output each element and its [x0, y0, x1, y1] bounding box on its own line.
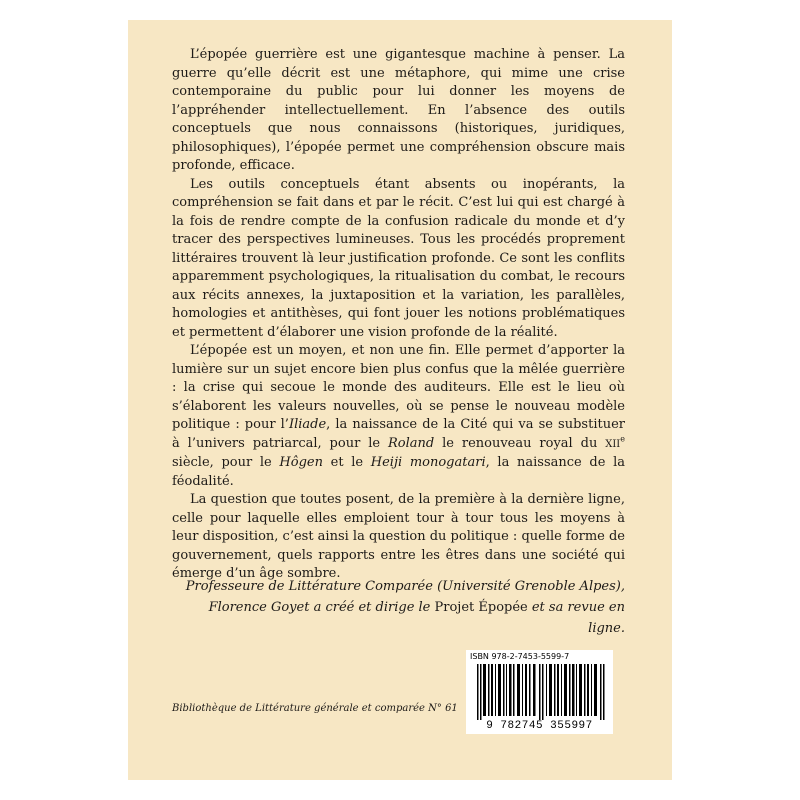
- century-numeral: XII: [605, 438, 621, 450]
- paragraph-3-part: , la naissance de la Cité qui va se substituer à l’univers patriarcal, pour le: [172, 417, 625, 451]
- century-superscript: e: [620, 434, 625, 444]
- barcode-icon: [477, 664, 607, 720]
- blurb-text: [172, 46, 625, 584]
- paragraph-4: La question que toutes posent, de la première à la dernière ligne, celle pour laquelle elles emploient tour à tour tous les moyens à leur disposition, c’est ainsi la question du politique : quelle forme de gouvernement, quels rapports entre les êtres dans une société qui émerge d’un âge sombre.: [172, 492, 625, 581]
- author-bio-line-1: Professeure de Littérature Comparée (Université Grenoble Alpes),: [185, 579, 625, 594]
- series-label: Bibliothèque de Littérature générale et comparée N° 61: [172, 703, 458, 714]
- paragraph-3-part: , la naissance de la féodalité.: [172, 455, 625, 489]
- title-iliade: Iliade: [288, 417, 327, 432]
- paragraph-1: L’épopée guerrière est une gigantesque machine à penser. La guerre qu’elle décrit est une métaphore, qui mime une crise contemporaine du public pour lui donner les moyens de l’appréhender intellectuellement. En l’absence des outils conceptuels que nous connaissons (historiques, juridiques, philosophiques), l’épopée permet une compréhension obscure mais profonde, efficace.: [172, 47, 625, 173]
- paragraph-2: Les outils conceptuels étant absents ou inopérants, la compréhension se fait dans et par le récit. C’est lui qui est chargé à la fois de rendre compte de la confusion radicale du monde et d’y tracer des perspectives lumineuses. Tous les procédés proprement littéraires trouvent là leur justification profonde. Ce sont les conflits apparemment psychologiques, la ritualisation du combat, le recours aux récits annexes, la juxtaposition et la variation, les parallèles, homologies et antithèses, qui font jouer les notions problématiques et permettent d’élaborer une vision profonde de la réalité.: [172, 176, 625, 340]
- author-bio-line-2: [172, 597, 625, 639]
- author-bio: [172, 576, 625, 639]
- isbn-label: ISBN 978-2-7453-5599-7: [470, 652, 570, 661]
- author-bio-part: Florence Goyet a créé et dirige le: [208, 600, 435, 615]
- title-heiji: Heiji monogatari: [370, 455, 486, 470]
- isbn-barcode-block: [466, 650, 613, 734]
- back-cover: [128, 20, 672, 780]
- title-roland: Roland: [387, 435, 435, 451]
- barcode-number: 9 782745 355997: [486, 720, 593, 732]
- paragraph-3-part: et le: [322, 455, 371, 470]
- paragraph-3: [172, 342, 625, 491]
- paragraph-3-part: L’épopée est un moyen, et non une fin. Elle permet d’apporter la lumière sur un sujet encore bien plus confus que la mêlée guerrière : la crise qui secoue le monde des auditeurs. Elle est le lieu où s’élaborent les valeurs nouvelles, où se pense le nouveau modèle politique : pour l’: [172, 343, 625, 432]
- paragraph-3-part: le renouveau royal du: [434, 435, 606, 451]
- title-hogen: Hôgen: [279, 455, 323, 470]
- author-bio-part: et sa revue en ligne.: [527, 600, 625, 636]
- project-name: Projet Épopée: [434, 600, 528, 615]
- paragraph-3-part: siècle, pour le: [172, 455, 280, 470]
